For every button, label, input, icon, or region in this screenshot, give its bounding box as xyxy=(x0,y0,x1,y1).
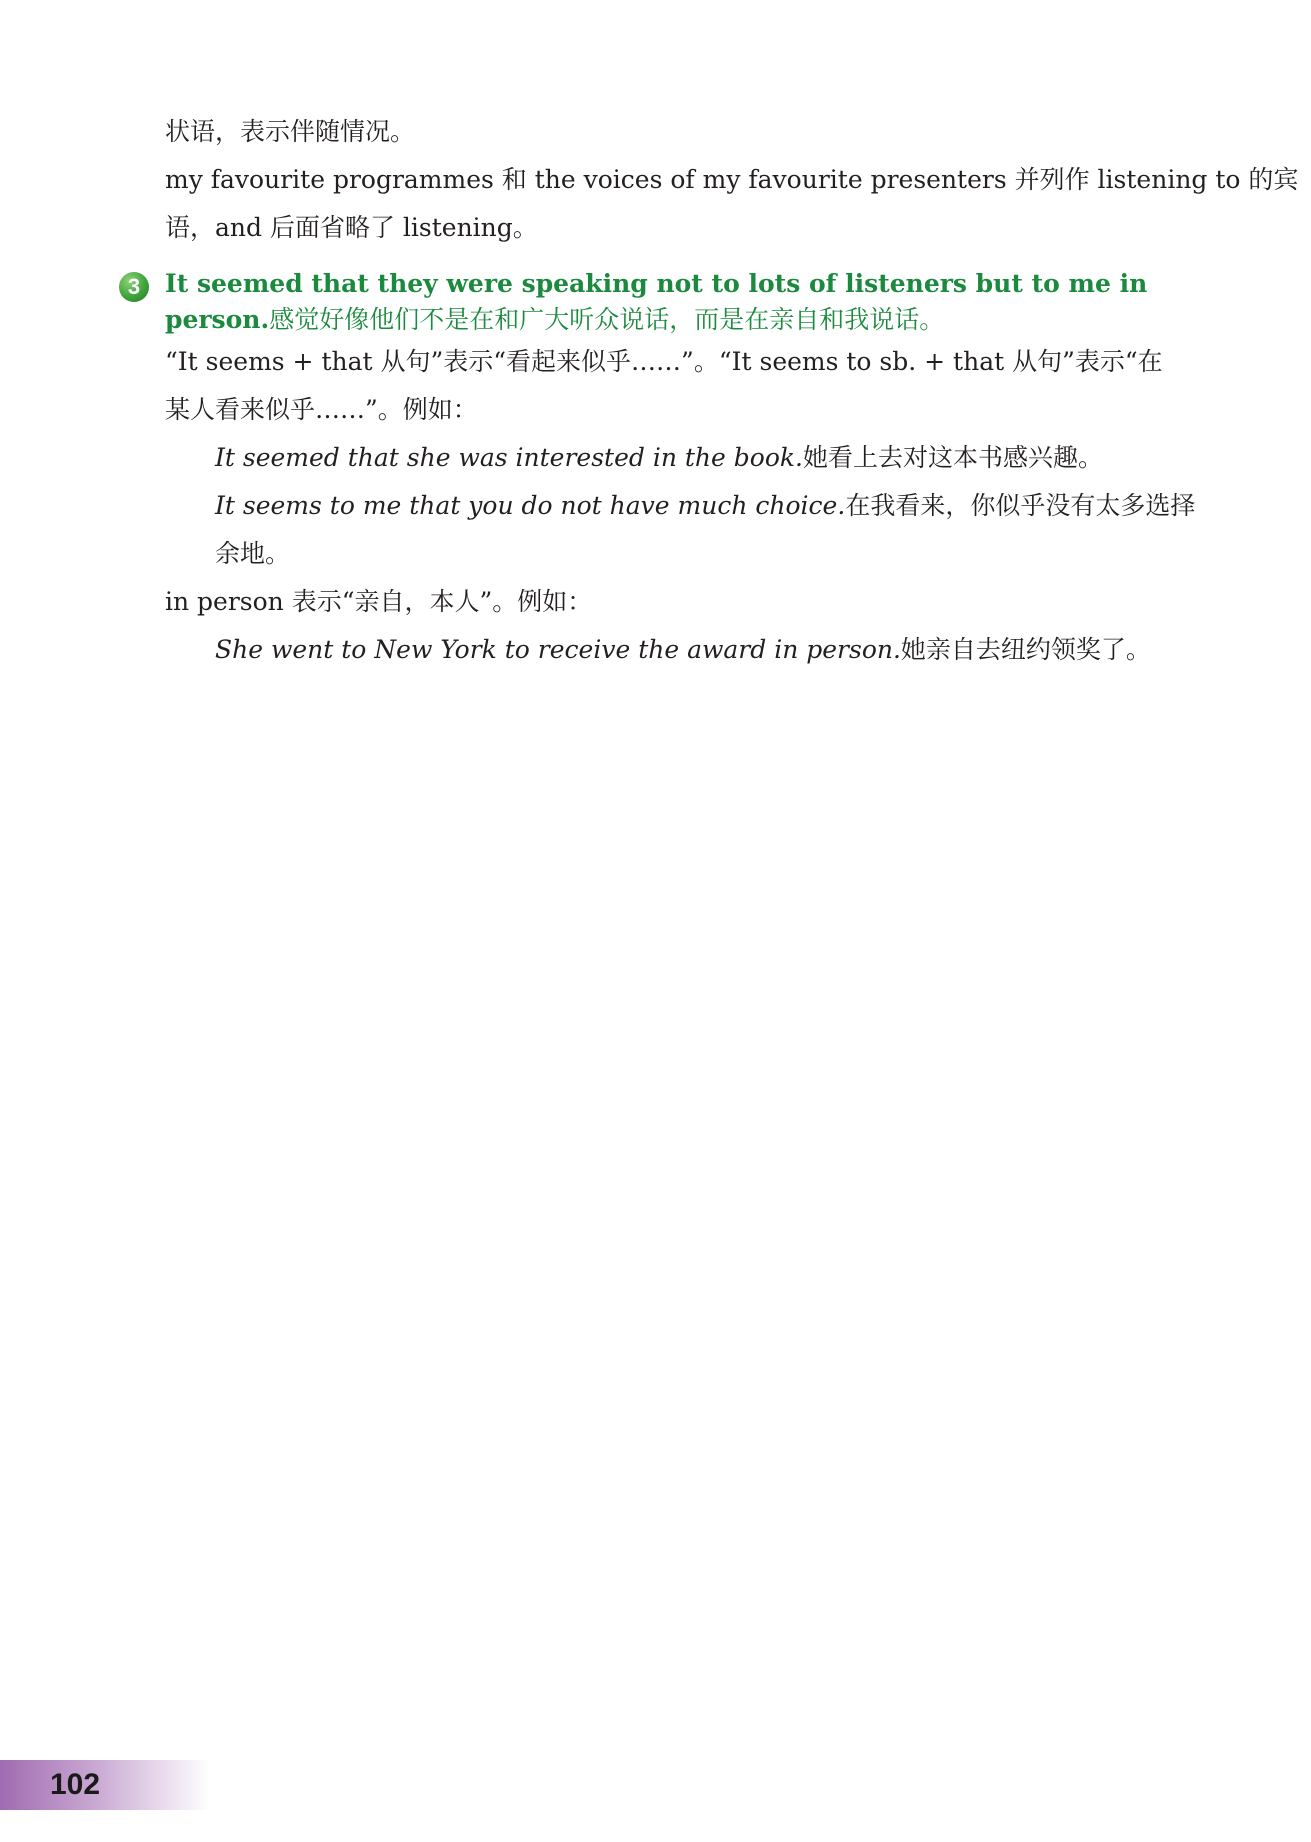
example-1-english: It seemed that she was interested in the book. xyxy=(215,443,803,472)
example-2-continued: 余地。 xyxy=(215,539,291,568)
example-2-chinese: 在我看来，你似乎没有太多选择 xyxy=(845,491,1196,520)
example-3-chinese: 她亲自去纽约领奖了。 xyxy=(900,635,1151,664)
example-1-chinese: 她看上去对这本书感兴趣。 xyxy=(802,443,1103,472)
example-2 xyxy=(165,482,1205,530)
key-sentence-english: It seemed that they were speaking not to lots of listeners but to me in person. xyxy=(165,269,1148,334)
page-footer-band xyxy=(0,1760,210,1810)
key-sentence xyxy=(165,266,1205,338)
intro-line-1: 状语，表示伴随情况。 xyxy=(165,117,416,146)
item-number-badge: 3 xyxy=(119,272,149,302)
example-2-english: It seems to me that you do not have much choice. xyxy=(215,491,846,520)
example-3 xyxy=(165,626,1205,674)
explain-line-2: 某人看来似乎……”。例如： xyxy=(165,395,478,424)
note-item-3 xyxy=(127,266,1205,674)
in-person-explain: in person 表示“亲自，本人”。例如： xyxy=(165,587,593,616)
key-sentence-translation: 感觉好像他们不是在和广大听众说话，而是在亲自和我说话。 xyxy=(269,305,945,334)
explain-line-1: “It seems + that 从句”表示“看起来似乎……”。“It seems to sb. + that 从句”表示“在 xyxy=(165,347,1163,376)
page-number: 102 xyxy=(50,1768,101,1801)
example-1 xyxy=(165,434,1205,482)
intro-line-3: 语，and 后面省略了 listening。 xyxy=(165,213,538,242)
intro-line-2: my favourite programmes 和 the voices of my favourite presenters 并列作 listening to 的宾 xyxy=(165,165,1299,194)
page-content xyxy=(127,108,1299,674)
example-3-english: She went to New York to receive the award in person. xyxy=(215,635,901,664)
